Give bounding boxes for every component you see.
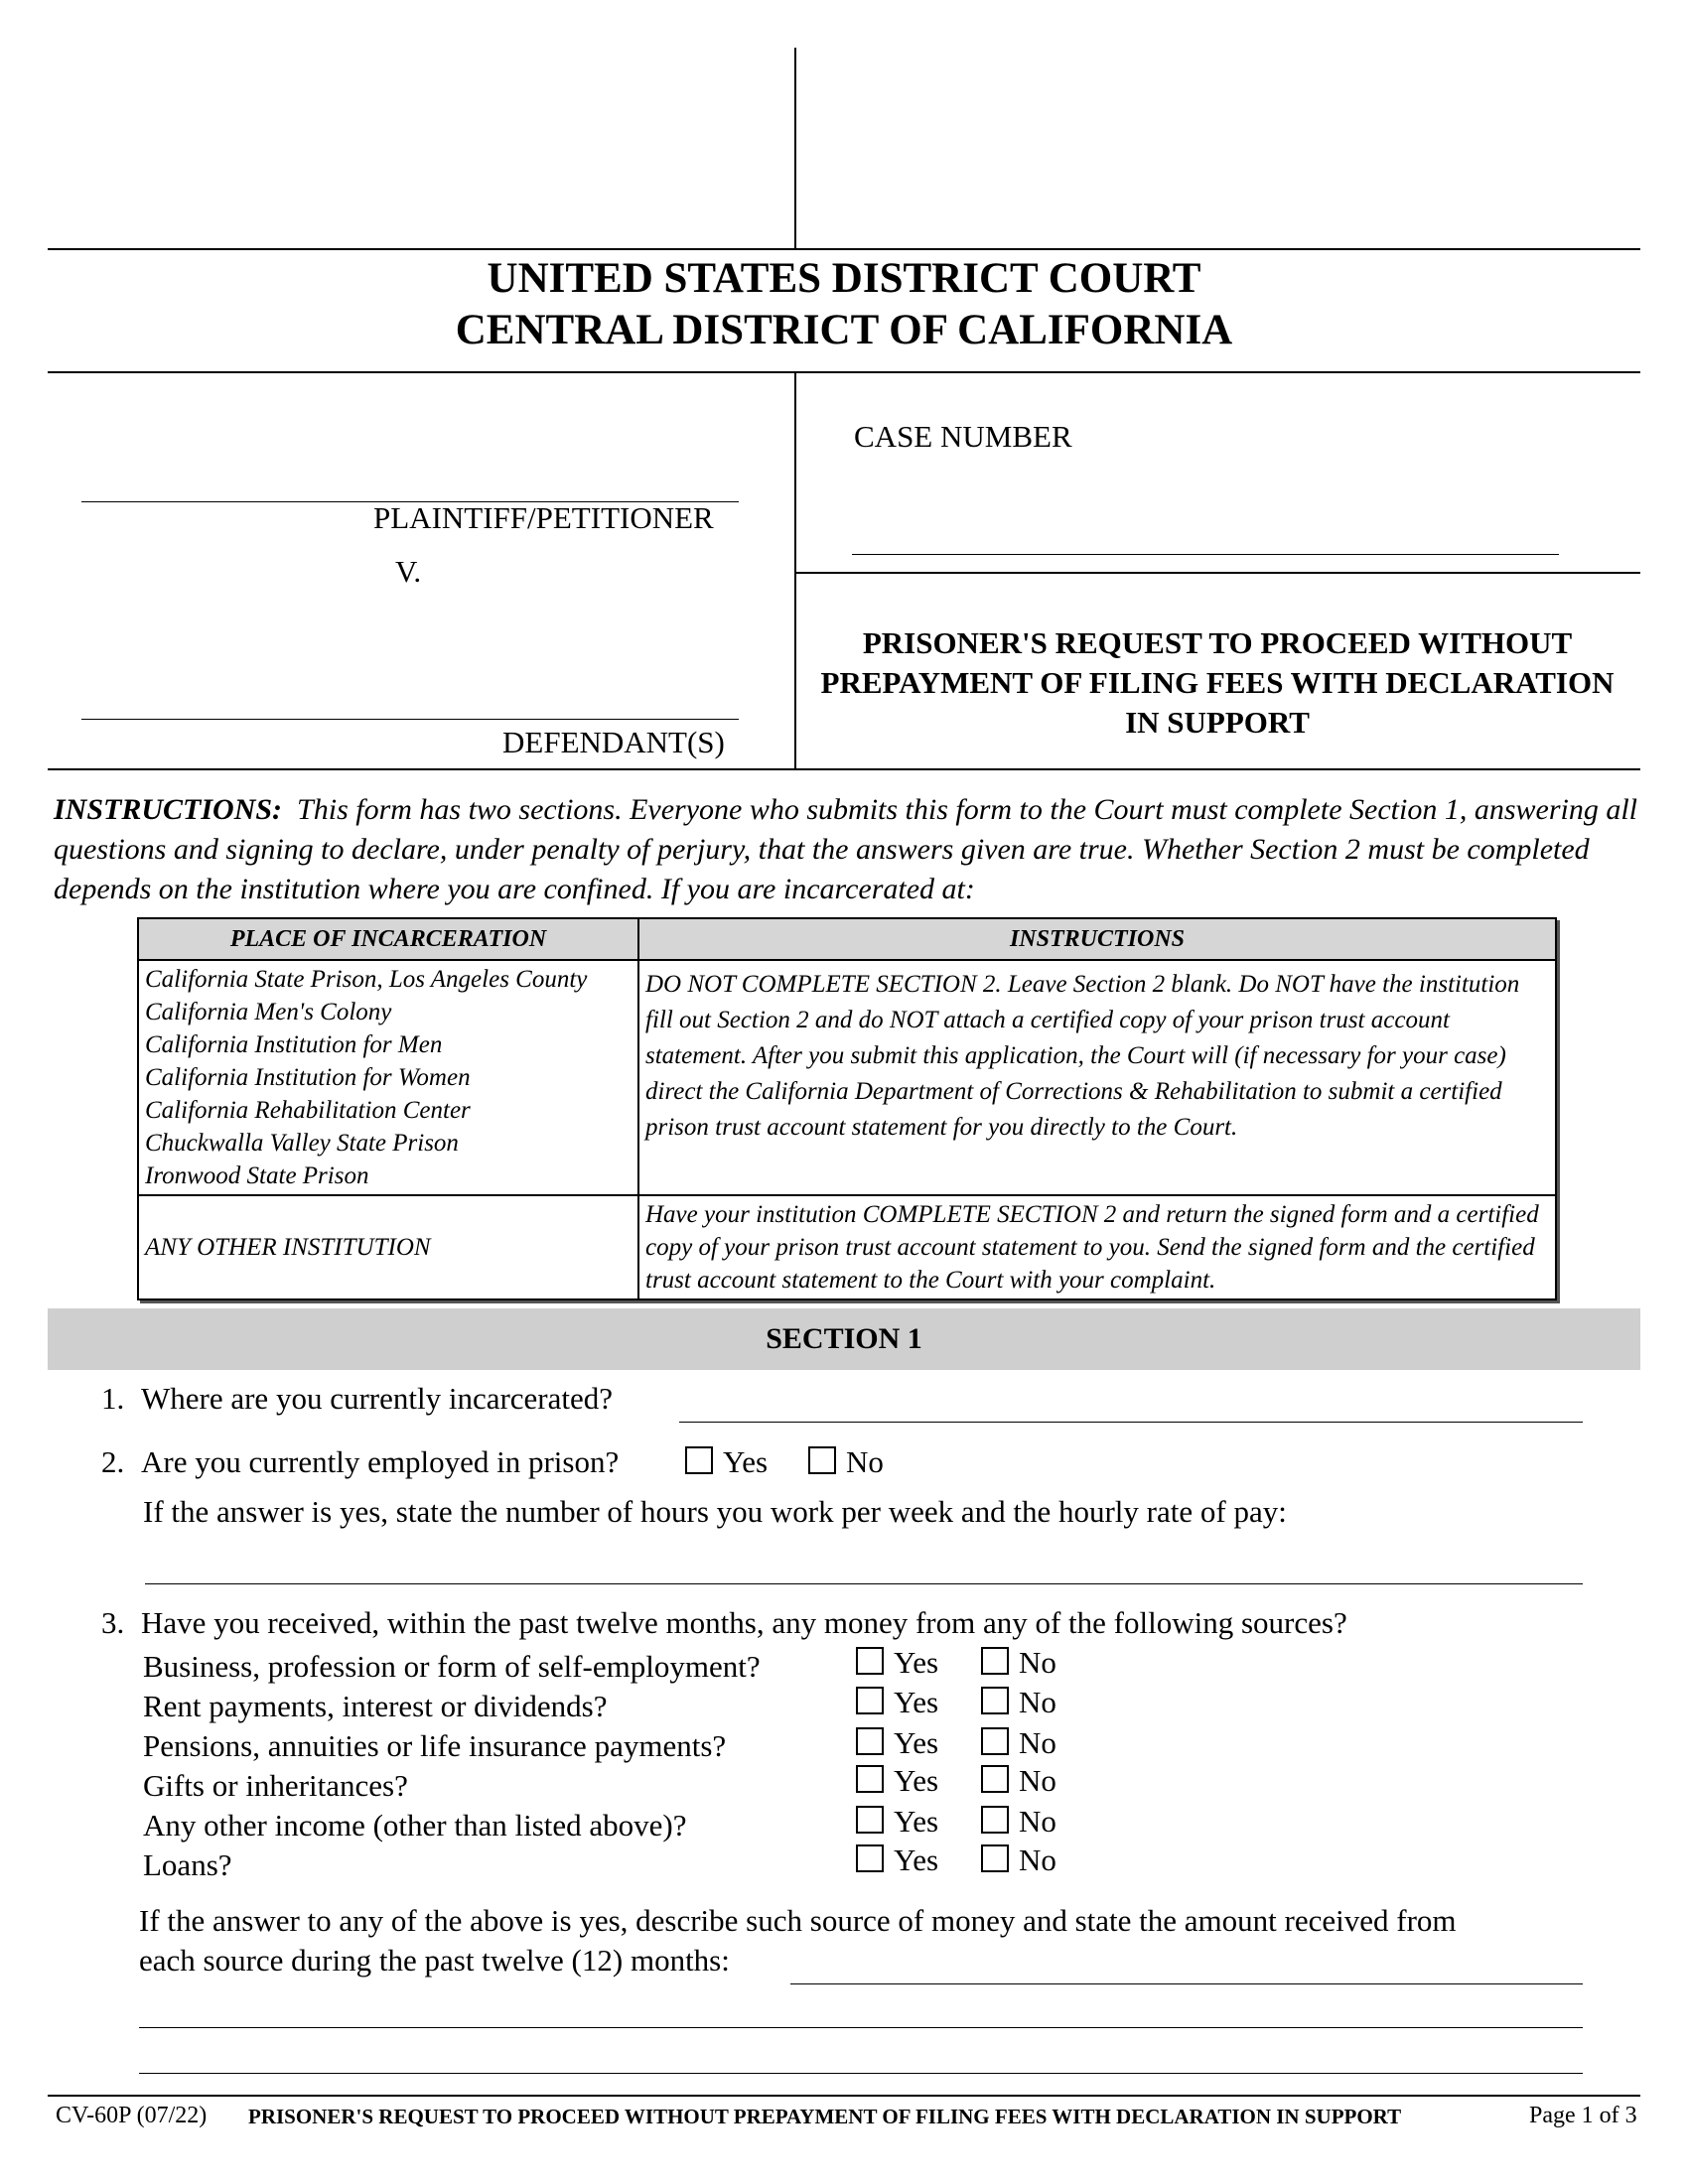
income-description-field-3[interactable]	[139, 2073, 1583, 2074]
other-income-yes-option[interactable]	[856, 1804, 938, 1840]
header-place-of-incarceration: PLACE OF INCARCERATION	[138, 918, 638, 960]
caption-top-divider	[794, 48, 796, 248]
court-title-line-2: CENTRAL DISTRICT OF CALIFORNIA	[455, 307, 1233, 353]
employed-no-checkbox[interactable]	[808, 1446, 836, 1474]
income-source-loans-label: Loans?	[143, 1847, 232, 1882]
income-source-pensions-label: Pensions, annuities or life insurance payments?	[143, 1728, 727, 1763]
business-yes-checkbox[interactable]	[856, 1647, 884, 1675]
question-2-number: 2.	[101, 1444, 125, 1479]
question-3-followup-line-1: If the answer to any of the above is yes, describe such source of money and state the amount received from	[139, 1903, 1457, 1938]
instructions-lead: INSTRUCTIONS:	[54, 793, 283, 826]
incarceration-location-field[interactable]	[679, 1422, 1583, 1423]
defendant-label: DEFENDANT(S)	[502, 725, 725, 759]
business-yes-option[interactable]	[856, 1645, 938, 1681]
footer-title: PRISONER'S REQUEST TO PROCEED WITHOUT PREPAYMENT OF FILING FEES WITH DECLARATION IN SUPPORT	[248, 2105, 1402, 2128]
table-header-row	[138, 918, 1556, 960]
employed-no-label: No	[846, 1444, 884, 1479]
form-code: CV-60P (07/22)	[56, 2103, 208, 2128]
page-number: Page 1 of 3	[1529, 2103, 1637, 2128]
versus-label: V.	[395, 554, 422, 589]
rent-no-option[interactable]	[981, 1685, 1056, 1720]
place-item: California Institution for Men	[145, 1031, 443, 1058]
instructions-text: This form has two sections. Everyone who submits this form to the Court must complete Section 1, answering all questions and signing to declare, under penalty of perjury, that the answers given are true. Whether Section 2 must be completed depends on the institution where you are confined. If you are incarcerated at:	[54, 793, 1638, 905]
defendant-name-line[interactable]	[81, 719, 739, 720]
place-item: California Rehabilitation Center	[145, 1097, 471, 1124]
gifts-yes-checkbox[interactable]	[856, 1765, 884, 1793]
place-item: Ironwood State Prison	[145, 1162, 369, 1189]
business-no-checkbox[interactable]	[981, 1647, 1009, 1675]
loans-no-option[interactable]	[981, 1843, 1056, 1878]
place-cell	[138, 1195, 638, 1299]
other-income-no-option[interactable]	[981, 1804, 1056, 1840]
yes-label: Yes	[894, 1763, 939, 1798]
rent-yes-option[interactable]	[856, 1685, 938, 1720]
income-source-business-label: Business, profession or form of self-employment?	[143, 1649, 761, 1684]
incarceration-table	[137, 917, 1557, 1300]
form-title-line-1: PRISONER'S REQUEST TO PROCEED WITHOUT	[862, 625, 1573, 660]
income-description-field-2[interactable]	[139, 2027, 1583, 2028]
loans-yes-option[interactable]	[856, 1843, 938, 1878]
plaintiff-label: PLAINTIFF/PETITIONER	[373, 500, 714, 535]
rent-yes-checkbox[interactable]	[856, 1687, 884, 1714]
gifts-no-option[interactable]	[981, 1763, 1056, 1799]
question-1-text: Where are you currently incarcerated?	[141, 1381, 614, 1416]
no-label: No	[1019, 1804, 1056, 1839]
header-bottom-rule	[48, 371, 1640, 373]
instruction-cell: DO NOT COMPLETE SECTION 2. Leave Section 2 blank. Do NOT have the institution fill out Section 2 and do NOT attach a certified copy of your prison trust account statement. After you submit this application, the Court will (if necessary for your case) direct the California Department of Corrections & Rehabilitation to submit a certified prison trust account statement for you directly to the Court.	[638, 960, 1556, 1195]
income-source-gifts-label: Gifts or inheritances?	[143, 1768, 408, 1803]
case-number-label: CASE NUMBER	[854, 419, 1072, 454]
question-2-text: Are you currently employed in prison?	[141, 1444, 620, 1479]
loans-yes-checkbox[interactable]	[856, 1844, 884, 1872]
gifts-no-checkbox[interactable]	[981, 1765, 1009, 1793]
place-item: California State Prison, Los Angeles County	[145, 966, 588, 993]
header-instructions: INSTRUCTIONS	[638, 918, 1556, 960]
employment-details-field[interactable]	[145, 1583, 1583, 1584]
pensions-yes-option[interactable]	[856, 1725, 938, 1761]
case-number-bottom-rule	[794, 572, 1640, 574]
table-row	[138, 1195, 1556, 1299]
question-3-text: Have you received, within the past twelve months, any money from any of the following sources?	[141, 1605, 1347, 1640]
question-1-number: 1.	[101, 1381, 125, 1416]
question-3-followup-line-2: each source during the past twelve (12) months:	[139, 1943, 730, 1978]
table-row	[138, 960, 1556, 1195]
no-label: No	[1019, 1763, 1056, 1798]
no-label: No	[1019, 1725, 1056, 1760]
no-label: No	[1019, 1843, 1056, 1877]
place-cell	[138, 960, 638, 1195]
case-number-field[interactable]	[852, 554, 1559, 555]
header-top-rule	[48, 248, 1640, 250]
instruction-cell: Have your institution COMPLETE SECTION 2 and return the signed form and a certified copy of your prison trust account statement to you. Send the signed form and the certified trust account statement to the Court with your complaint.	[638, 1195, 1556, 1299]
rent-no-checkbox[interactable]	[981, 1687, 1009, 1714]
court-title	[48, 253, 1640, 356]
business-no-option[interactable]	[981, 1645, 1056, 1681]
employed-yes-checkbox[interactable]	[685, 1446, 713, 1474]
instructions-paragraph	[54, 790, 1642, 909]
pensions-no-option[interactable]	[981, 1725, 1056, 1761]
caption-bottom-rule	[48, 768, 1640, 770]
yes-label: Yes	[894, 1645, 939, 1680]
form-title-line-3: IN SUPPORT	[1125, 705, 1310, 740]
pensions-yes-checkbox[interactable]	[856, 1727, 884, 1755]
place-item: Chuckwalla Valley State Prison	[145, 1130, 459, 1157]
yes-label: Yes	[894, 1725, 939, 1760]
pensions-no-checkbox[interactable]	[981, 1727, 1009, 1755]
place-item: ANY OTHER INSTITUTION	[145, 1234, 431, 1261]
employed-yes-option[interactable]	[685, 1444, 768, 1480]
yes-label: Yes	[894, 1804, 939, 1839]
footer-rule	[48, 2095, 1640, 2097]
form-title	[794, 623, 1640, 743]
yes-label: Yes	[894, 1843, 939, 1877]
employed-yes-label: Yes	[723, 1444, 769, 1479]
section-1-header: SECTION 1	[48, 1308, 1640, 1370]
income-source-rent-label: Rent payments, interest or dividends?	[143, 1689, 608, 1723]
no-label: No	[1019, 1645, 1056, 1680]
yes-label: Yes	[894, 1685, 939, 1719]
question-3-number: 3.	[101, 1605, 125, 1640]
no-label: No	[1019, 1685, 1056, 1719]
form-title-line-2: PREPAYMENT OF FILING FEES WITH DECLARATION	[820, 665, 1615, 700]
income-source-other-label: Any other income (other than listed above)?	[143, 1808, 687, 1843]
question-2-followup: If the answer is yes, state the number of hours you work per week and the hourly rate of pay:	[143, 1494, 1287, 1529]
loans-no-checkbox[interactable]	[981, 1844, 1009, 1872]
income-description-field-1[interactable]	[790, 1983, 1583, 1984]
place-item: California Men's Colony	[145, 999, 392, 1025]
other-income-no-checkbox[interactable]	[981, 1806, 1009, 1834]
place-item: California Institution for Women	[145, 1064, 471, 1091]
employed-no-option[interactable]	[808, 1444, 884, 1480]
other-income-yes-checkbox[interactable]	[856, 1806, 884, 1834]
court-title-line-1: UNITED STATES DISTRICT COURT	[487, 255, 1201, 302]
gifts-yes-option[interactable]	[856, 1763, 938, 1799]
